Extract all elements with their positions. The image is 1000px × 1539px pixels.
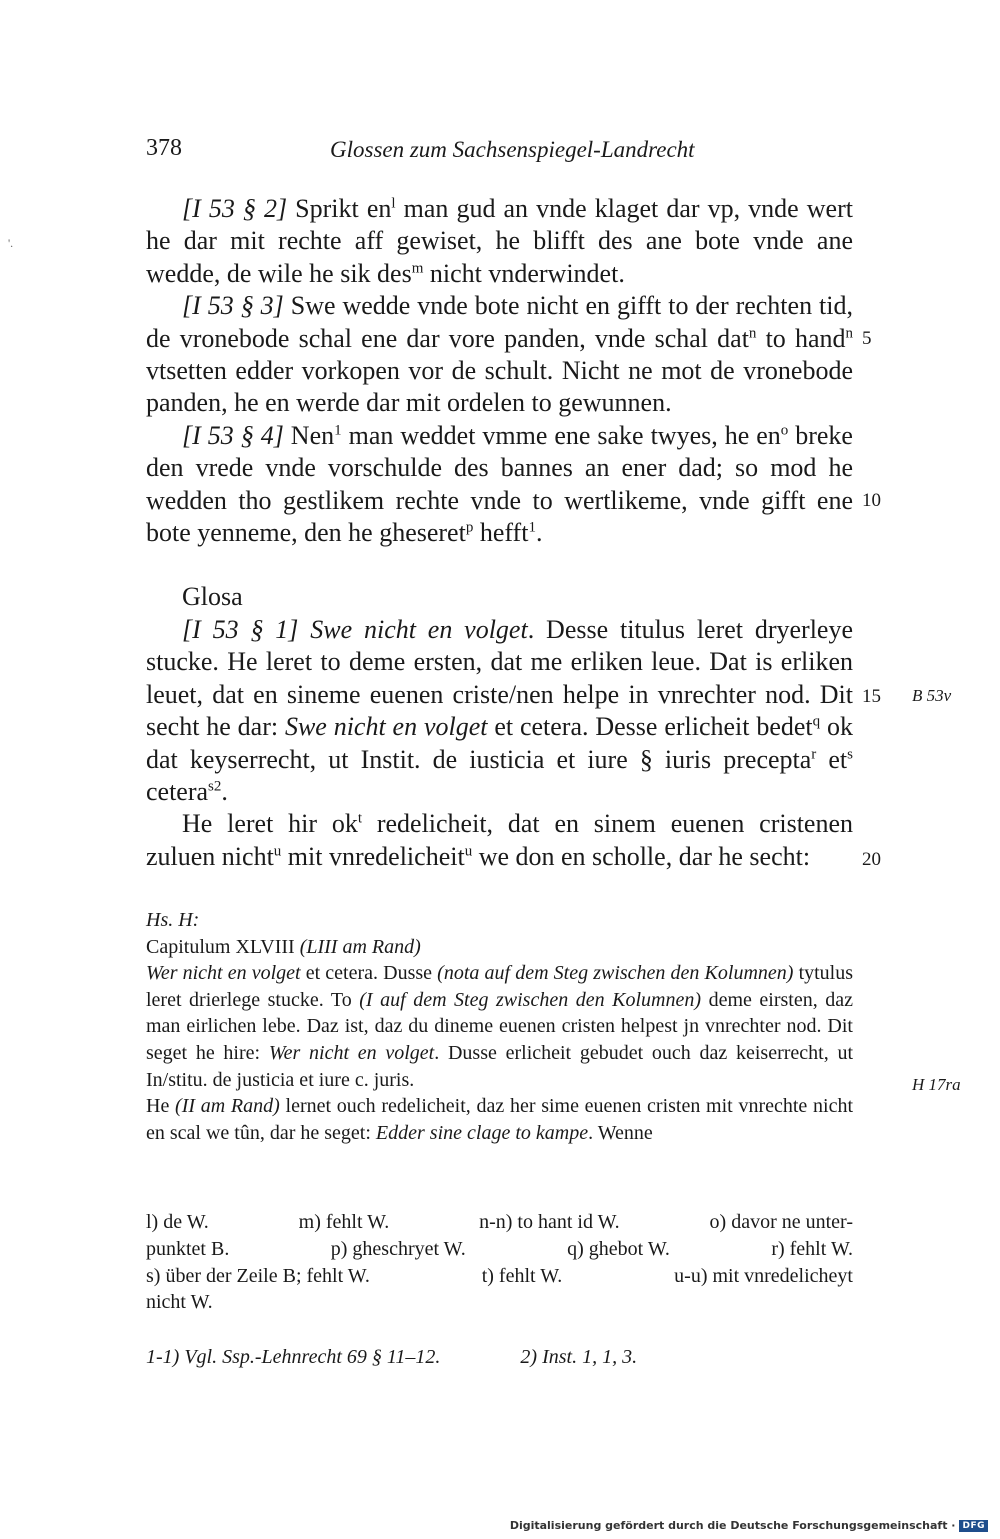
editorial-note: (LIII am Rand) — [299, 935, 421, 958]
text-run: breke den vrede vnde vorschulde des bannes an ener dad; so mod he wedden tho gestlikem rechte vnde to wertlikeme, vnde gifft ene bote yenneme, den he gheseret — [146, 420, 853, 548]
text-run: Swe wedde vnde bote nicht en gifft to der rechten tid, de vronebode schal ene dar vore panden, vnde schal dat — [146, 291, 853, 353]
text-run: tytulus leret drierlege stucke. To — [146, 962, 854, 1011]
text-run: cetera — [146, 776, 209, 806]
source-mark: s2 — [208, 778, 222, 795]
lemma: Edder sine clage to kampe — [375, 1121, 589, 1144]
main-text-block — [146, 193, 853, 873]
text-run: we don en scholle, dar he secht: — [472, 841, 811, 871]
apparatus-note: n-n) to hant id W. — [479, 1211, 620, 1233]
line-number: 10 — [862, 490, 881, 511]
section-ref: [I 53 § 1] — [182, 614, 299, 644]
text-run: vtsetten edder vorkopen vor de schult. Nicht ne mot de vronebode panden, he en werde dar mit ordelen to gewunnen. — [146, 356, 853, 418]
text-run: ok dat keyserrecht, ut Instit. de iusticia et iure § iuris precepta — [146, 712, 854, 774]
text-run: man weddet vmme ene sake twyes, he en — [341, 420, 781, 450]
glosa-heading — [146, 581, 853, 613]
apparatus-row — [146, 1263, 853, 1290]
text-run: Capitulum XLVIII — [146, 935, 300, 958]
text-run: . — [535, 518, 543, 548]
critical-apparatus — [146, 1209, 853, 1316]
section-ref: [I 53 § 4] — [182, 420, 284, 450]
glosa-heading-text: Glosa — [182, 582, 243, 612]
line-number: 20 — [862, 849, 881, 870]
apparatus-note: l) de W. — [146, 1211, 209, 1233]
text-run: redelicheit, dat en sinem euenen cristenen zuluen nicht — [146, 809, 853, 871]
text-run: hefft — [473, 518, 529, 548]
lemma: Swe nicht en volget — [284, 712, 488, 742]
text-run: . — [221, 776, 228, 806]
apparatus-mark: m — [411, 260, 424, 277]
apparatus-note: t) fehlt W. — [481, 1264, 563, 1287]
editorial-note: (II am Rand) — [175, 1095, 280, 1118]
apparatus-row — [146, 1236, 853, 1263]
apparatus-mark: p — [465, 519, 474, 536]
credit-text: Digitalisierung gefördert durch die Deutsche Forschungsgemeinschaft · — [509, 1519, 956, 1532]
apparatus-mark: l — [391, 195, 396, 212]
apparatus-row — [146, 1209, 853, 1236]
text-run: et cetera. Desse erlicheit bedet — [487, 712, 813, 742]
source-note: 1-1) Vgl. Ssp.-Lehnrecht 69 § 11–12. — [146, 1346, 441, 1368]
text-run: nicht vnderwindet. — [423, 258, 625, 288]
apparatus-row — [146, 1289, 853, 1316]
apparatus-note: r) fehlt W. — [771, 1237, 853, 1260]
text-run: . Dusse erlicheit gebudet ouch daz keiserrecht, ut In/stitu. de justicia et iure c. juris. — [146, 1041, 854, 1091]
paragraph-i53-3 — [146, 290, 853, 420]
text-run: mit vnredelicheit — [281, 841, 465, 871]
apparatus-mark: t — [357, 810, 363, 827]
text-run: man gud an vnde klaget dar vp, vnde wert he dar mit rechte aff gewiset, he blifft des ane bote vnde ane wedde, de wile he sik des — [146, 194, 853, 288]
apparatus-note: m) fehlt W. — [298, 1211, 390, 1233]
apparatus-note: q) ghebot W. — [567, 1237, 670, 1260]
apparatus-mark: n — [748, 324, 757, 341]
apparatus-note: u-u) mit vnredelicheyt — [674, 1264, 853, 1287]
manuscript-h-block — [146, 907, 853, 1146]
lemma: Wer nicht en volget — [268, 1041, 435, 1064]
paragraph-i53-2 — [146, 193, 853, 290]
section-ref: [I 53 § 2] — [182, 194, 288, 223]
paragraph-gloss-i53-1 — [146, 614, 853, 808]
text-run: to hand — [756, 323, 846, 353]
manuscript-chapter — [146, 934, 853, 961]
page-number: 378 — [146, 135, 182, 161]
paragraph-i53-4 — [146, 420, 853, 550]
apparatus-mark: u — [273, 843, 282, 860]
manuscript-paragraph — [146, 1093, 853, 1146]
apparatus-mark: q — [812, 713, 821, 730]
section-ref: [I 53 § 3] — [182, 291, 284, 321]
apparatus-note: nicht W. — [146, 1291, 213, 1314]
marginal-folio-ref: B 53v — [912, 686, 952, 705]
manuscript-label: Hs. H: — [146, 909, 200, 931]
paragraph-gloss-redelicheit — [146, 808, 853, 873]
editorial-note: (I auf dem Steg zwischen den Kolumnen) — [359, 988, 702, 1011]
dfg-logo: DFG — [959, 1520, 988, 1532]
source-note: 2) Inst. 1, 1, 3. — [520, 1346, 638, 1368]
stray-mark: '. — [8, 236, 14, 250]
source-mark: 1 — [528, 519, 536, 536]
apparatus-note: o) davor ne unter- — [709, 1211, 853, 1233]
manuscript-paragraph — [146, 960, 853, 1093]
text-run: Sprikt en — [287, 194, 392, 223]
line-number: 15 — [862, 686, 881, 707]
text-run: He leret hir ok — [182, 809, 358, 839]
apparatus-mark: 1 — [334, 422, 342, 439]
text-run: . Wenne — [588, 1121, 653, 1144]
editorial-note: (nota auf dem Steg zwischen den Kolumnen) — [437, 962, 794, 985]
apparatus-mark: o — [780, 422, 789, 439]
running-head: Glossen zum Sachsenspiegel-Landrecht — [330, 137, 695, 162]
lemma: Swe nicht en volget — [310, 614, 528, 644]
text-run: et cetera. Dusse — [300, 962, 438, 985]
text-run: . Desse titulus leret dryerleye stucke. He leret to deme ersten, dat me erliken leue. Dat is erliken leuet, dat en sineme euenen criste/nen helpe in vnrechter nod. Dit secht he dar: — [146, 614, 854, 742]
digitization-credit — [510, 1519, 988, 1532]
apparatus-note: punktet B. — [146, 1237, 230, 1260]
lemma: Wer nicht en volget — [146, 962, 301, 985]
text-run: et — [816, 744, 848, 774]
line-number: 5 — [862, 328, 872, 349]
apparatus-mark: u — [464, 843, 473, 860]
text-run: lernet ouch redelicheit, daz her sime euenen cristen mit vnrechte nicht en scal we tûn, dar he seget: — [146, 1095, 854, 1144]
apparatus-mark: n — [845, 324, 854, 341]
apparatus-note: s) über der Zeile B; fehlt W. — [146, 1264, 370, 1287]
apparatus-note: p) gheschryet W. — [330, 1237, 466, 1260]
text-run: Nen — [283, 420, 335, 450]
source-notes — [146, 1346, 637, 1369]
text-run: He — [146, 1095, 176, 1118]
text-run: deme eirsten, daz man eirlichen lebe. Daz ist, daz du dineme euenen cristen helpest jn vnrechter nod. Dit seget he hire: — [146, 988, 854, 1064]
marginal-folio-ref: H 17ra — [912, 1075, 961, 1094]
apparatus-mark: r — [811, 745, 817, 762]
apparatus-mark: s — [847, 745, 853, 762]
